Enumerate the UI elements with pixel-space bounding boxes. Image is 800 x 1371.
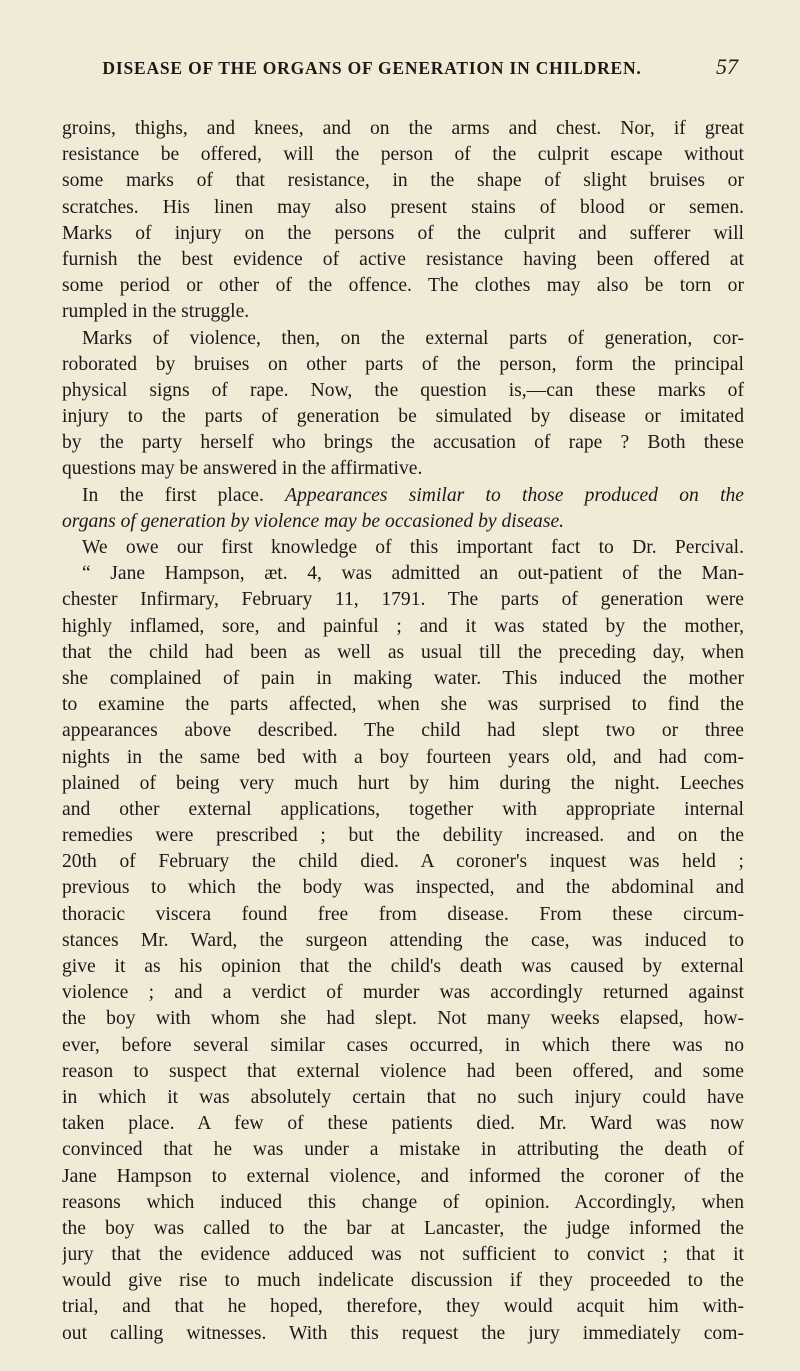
text-line: reason to suspect that external violence had been offered, and some (62, 1060, 744, 1082)
text-line: “ Jane Hampson, æt. 4, was admitted an out-patient of the Man- (82, 563, 744, 585)
text-line: physical signs of rape. Now, the question is,—can these marks of (62, 379, 744, 401)
text-line: furnish the best evidence of active resistance having been offered at (62, 248, 744, 270)
text-line: Jane Hampson to external violence, and informed the coroner of the (62, 1165, 744, 1187)
text-line: scratches. His linen may also present stains of blood or semen. (62, 196, 744, 218)
italic-heading-part1: Appearances similar to those produced on the (285, 484, 744, 506)
text-line: groins, thighs, and knees, and on the arms and chest. Nor, if great (62, 118, 744, 139)
text-line: trial, and that he hoped, therefore, they would acquit him with- (62, 1296, 744, 1318)
body-text (62, 116, 744, 1347)
text-line: 20th of February the child died. A coroner's inquest was held ; (62, 851, 744, 873)
running-title: DISEASE OF THE ORGANS OF GENERATION IN CHILDREN. (102, 58, 642, 78)
section-heading-line (62, 509, 744, 535)
text-line: jury that the evidence adduced was not sufficient to convict ; that it (62, 1244, 744, 1266)
text-line: give it as his opinion that the child's death was caused by external (62, 956, 744, 977)
page-number: 57 (716, 54, 738, 79)
text-line: thoracic viscera found free from disease. From these circum- (62, 903, 744, 925)
text-line: would give rise to much indelicate discussion if they proceeded to the (62, 1270, 744, 1292)
text-line: ever, before several similar cases occurred, in which there was no (62, 1034, 744, 1056)
text-line: nights in the same bed with a boy fourteen years old, and had com- (62, 746, 744, 768)
text-line: the boy was called to the bar at Lancaster, the judge informed the (62, 1217, 744, 1239)
text-line: some period or other of the offence. The clothes may also be torn or (62, 275, 744, 297)
text-line: previous to which the body was inspected, and the abdominal and (62, 877, 744, 899)
text-line: by the party herself who brings the accusation of rape ? Both these (62, 432, 744, 454)
section-heading-line (62, 483, 744, 509)
text-line: questions may be answered in the affirmative. (62, 458, 423, 480)
text-line: stances Mr. Ward, the surgeon attending the case, was induced to (62, 929, 744, 951)
text-line: We owe our first knowledge of this important fact to Dr. Percival. (82, 537, 744, 558)
text-line: to examine the parts affected, when she was surprised to find the (62, 694, 744, 716)
text-line: that the child had been as well as usual till the preceding day, when (62, 641, 744, 663)
italic-heading-part2: organs of generation by violence may be occasioned by disease. (62, 510, 565, 532)
text-line: she complained of pain in making water. This induced the mother (62, 667, 744, 689)
text-line: taken place. A few of these patients died. Mr. Ward was now (62, 1113, 744, 1135)
heading-lead-text: In the first place. (82, 484, 264, 506)
text-line: rumpled in the struggle. (62, 301, 250, 323)
text-line: out calling witnesses. With this request the jury immediately com- (62, 1322, 744, 1344)
text-line: Marks of injury on the persons of the culprit and sufferer will (62, 222, 744, 244)
text-line: Marks of violence, then, on the external parts of generation, cor- (82, 327, 744, 349)
text-line: appearances above described. The child had slept two or three (62, 720, 744, 742)
text-line: remedies were prescribed ; but the debility increased. and on the (62, 825, 744, 847)
text-line: chester Infirmary, February 11, 1791. The parts of generation were (62, 589, 744, 611)
text-line: and other external applications, together with appropriate internal (62, 798, 744, 820)
text-line: convinced that he was under a mistake in attributing the death of (62, 1139, 744, 1161)
text-line: plained of being very much hurt by him during the night. Leeches (62, 772, 744, 794)
text-line: in which it was absolutely certain that no such injury could have (62, 1086, 744, 1108)
text-line: injury to the parts of generation be simulated by disease or imitated (62, 406, 744, 428)
text-line: violence ; and a verdict of murder was accordingly returned against (62, 982, 744, 1004)
text-line: resistance be offered, will the person of the culprit escape without (62, 144, 744, 166)
text-line: roborated by bruises on other parts of the person, form the principal (62, 353, 744, 375)
page-header (62, 54, 742, 86)
text-line: highly inflamed, sore, and painful ; and it was stated by the mother, (62, 615, 744, 637)
text-line: reasons which induced this change of opinion. Accordingly, when (62, 1191, 744, 1213)
text-line: the boy with whom she had slept. Not many weeks elapsed, how- (62, 1008, 744, 1030)
text-line: some marks of that resistance, in the shape of slight bruises or (62, 170, 744, 192)
